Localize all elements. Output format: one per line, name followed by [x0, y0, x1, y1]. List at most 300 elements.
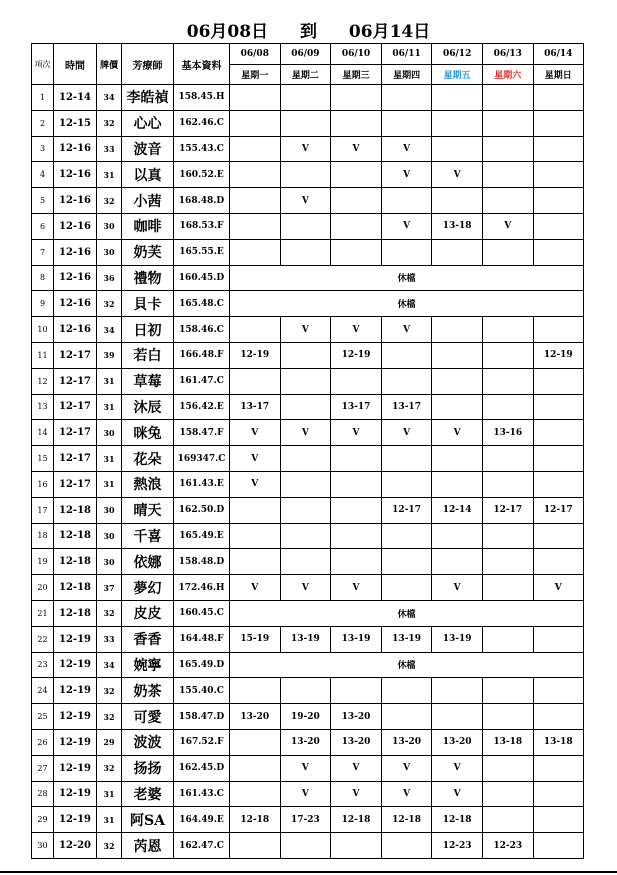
row-therapist-name: 咪兔: [122, 420, 174, 446]
row-index: 15: [32, 446, 54, 472]
header-weekday-friday: 星期五: [432, 65, 483, 85]
schedule-cell: 12-19: [331, 342, 382, 368]
schedule-cell: V: [381, 755, 432, 781]
schedule-cell: 13-17: [230, 394, 281, 420]
row-time: 12-16: [54, 317, 97, 343]
schedule-cell: V: [381, 162, 432, 188]
schedule-cell: [381, 678, 432, 704]
schedule-cell: [331, 85, 382, 111]
schedule-cell: 13-19: [280, 626, 331, 652]
row-index: 24: [32, 678, 54, 704]
row-therapist-name: 日初: [122, 317, 174, 343]
row-therapist-name: 禮物: [122, 265, 174, 291]
schedule-cell: [482, 523, 533, 549]
row-index: 4: [32, 162, 54, 188]
row-index: 11: [32, 342, 54, 368]
row-therapist-name: 香香: [122, 626, 174, 652]
schedule-cell: V: [280, 420, 331, 446]
row-price: 30: [97, 497, 122, 523]
schedule-cell: [381, 110, 432, 136]
row-basic-info: 165.49.D: [174, 652, 230, 678]
schedule-cell: V: [280, 575, 331, 601]
schedule-cell: [331, 239, 382, 265]
schedule-cell: [381, 368, 432, 394]
schedule-cell: [533, 704, 583, 730]
schedule-cell: [280, 162, 331, 188]
row-basic-info: 164.48.F: [174, 626, 230, 652]
row-leave-status: 休檔: [230, 600, 584, 626]
schedule-cell: [230, 317, 281, 343]
schedule-cell: [533, 833, 583, 859]
table-row: [32, 394, 584, 420]
schedule-cell: [280, 239, 331, 265]
schedule-cell: [381, 523, 432, 549]
table-row: [32, 471, 584, 497]
row-time: 12-19: [54, 652, 97, 678]
row-time: 12-17: [54, 446, 97, 472]
schedule-cell: [230, 213, 281, 239]
schedule-cell: [432, 85, 483, 111]
row-therapist-name: 夢幻: [122, 575, 174, 601]
row-index: 10: [32, 317, 54, 343]
schedule-cell: [381, 188, 432, 214]
header-date: 06/10: [331, 44, 382, 65]
row-basic-info: 160.52.E: [174, 162, 230, 188]
schedule-cell: [381, 446, 432, 472]
table-row: [32, 110, 584, 136]
row-price: 30: [97, 239, 122, 265]
row-time: 12-16: [54, 291, 97, 317]
schedule-cell: [331, 213, 382, 239]
header-therapist: 芳療師: [122, 44, 174, 85]
schedule-cell: V: [432, 162, 483, 188]
schedule-cell: 12-17: [482, 497, 533, 523]
table-row: [32, 652, 584, 678]
row-basic-info: 165.48.C: [174, 291, 230, 317]
row-index: 8: [32, 265, 54, 291]
schedule-cell: [482, 704, 533, 730]
row-time: 12-19: [54, 755, 97, 781]
schedule-cell: 13-17: [381, 394, 432, 420]
schedule-cell: [482, 136, 533, 162]
schedule-cell: [432, 368, 483, 394]
row-time: 12-17: [54, 368, 97, 394]
schedule-cell: [280, 85, 331, 111]
schedule-cell: [381, 239, 432, 265]
table-row: [32, 368, 584, 394]
header-time: 時間: [54, 44, 97, 85]
header-weekday: 星期日: [533, 65, 583, 85]
schedule-cell: 13-20: [280, 729, 331, 755]
schedule-cell: [533, 471, 583, 497]
schedule-cell: V: [230, 575, 281, 601]
row-price: 31: [97, 807, 122, 833]
row-therapist-name: 扬扬: [122, 755, 174, 781]
schedule-cell: [533, 781, 583, 807]
schedule-cell: [533, 394, 583, 420]
schedule-cell: [230, 85, 281, 111]
row-index: 9: [32, 291, 54, 317]
schedule-cell: [432, 136, 483, 162]
schedule-cell: [533, 420, 583, 446]
row-leave-status: 休檔: [230, 265, 584, 291]
row-therapist-name: 依娜: [122, 549, 174, 575]
table-row: [32, 807, 584, 833]
schedule-cell: V: [331, 755, 382, 781]
schedule-cell: [533, 85, 583, 111]
row-basic-info: 167.52.F: [174, 729, 230, 755]
schedule-cell: 13-18: [533, 729, 583, 755]
schedule-cell: [381, 833, 432, 859]
schedule-cell: [381, 704, 432, 730]
schedule-cell: V: [432, 755, 483, 781]
row-price: 32: [97, 188, 122, 214]
row-index: 29: [32, 807, 54, 833]
schedule-cell: V: [432, 575, 483, 601]
schedule-cell: V: [280, 188, 331, 214]
schedule-cell: [381, 549, 432, 575]
row-time: 12-16: [54, 136, 97, 162]
schedule-cell: [482, 239, 533, 265]
schedule-cell: [230, 678, 281, 704]
schedule-cell: 12-17: [381, 497, 432, 523]
schedule-cell: V: [381, 213, 432, 239]
row-therapist-name: 奶芙: [122, 239, 174, 265]
schedule-cell: [482, 807, 533, 833]
table-row: [32, 833, 584, 859]
row-therapist-name: 可愛: [122, 704, 174, 730]
row-time: 12-19: [54, 807, 97, 833]
row-therapist-name: 婉寧: [122, 652, 174, 678]
row-index: 23: [32, 652, 54, 678]
row-price: 36: [97, 265, 122, 291]
schedule-cell: V: [331, 136, 382, 162]
schedule-cell: V: [381, 781, 432, 807]
row-time: 12-15: [54, 110, 97, 136]
row-therapist-name: 以真: [122, 162, 174, 188]
schedule-cell: 13-16: [482, 420, 533, 446]
row-therapist-name: 咖啡: [122, 213, 174, 239]
schedule-cell: [230, 188, 281, 214]
row-time: 12-16: [54, 239, 97, 265]
row-time: 12-18: [54, 600, 97, 626]
schedule-cell: V: [230, 471, 281, 497]
schedule-cell: [533, 110, 583, 136]
row-basic-info: 162.47.C: [174, 833, 230, 859]
table-row: [32, 523, 584, 549]
row-therapist-name: 波波: [122, 729, 174, 755]
row-index: 1: [32, 85, 54, 111]
schedule-cell: [331, 188, 382, 214]
row-price: 32: [97, 755, 122, 781]
row-time: 12-16: [54, 188, 97, 214]
row-price: 34: [97, 317, 122, 343]
schedule-cell: [482, 446, 533, 472]
schedule-cell: [533, 213, 583, 239]
schedule-cell: V: [482, 213, 533, 239]
schedule-cell: 13-19: [381, 626, 432, 652]
header-weekday: 星期三: [331, 65, 382, 85]
row-index: 14: [32, 420, 54, 446]
row-time: 12-17: [54, 471, 97, 497]
schedule-cell: [331, 497, 382, 523]
schedule-cell: [432, 110, 483, 136]
schedule-cell: [331, 833, 382, 859]
row-therapist-name: 沐辰: [122, 394, 174, 420]
schedule-cell: [432, 446, 483, 472]
row-price: 31: [97, 394, 122, 420]
table-row: [32, 136, 584, 162]
row-basic-info: 161.43.C: [174, 781, 230, 807]
row-basic-info: 158.48.D: [174, 549, 230, 575]
schedule-cell: [482, 471, 533, 497]
header-date: 06/14: [533, 44, 583, 65]
table-row: [32, 549, 584, 575]
schedule-cell: [533, 162, 583, 188]
schedule-table: [31, 43, 584, 859]
schedule-cell: [331, 446, 382, 472]
schedule-cell: [331, 110, 382, 136]
header-date: 06/09: [280, 44, 331, 65]
schedule-cell: [331, 678, 382, 704]
row-time: 12-19: [54, 626, 97, 652]
row-time: 12-20: [54, 833, 97, 859]
header-date: 06/12: [432, 44, 483, 65]
schedule-cell: [381, 342, 432, 368]
row-basic-info: 161.47.C: [174, 368, 230, 394]
row-therapist-name: 奶茶: [122, 678, 174, 704]
table-row: [32, 188, 584, 214]
schedule-cell: [482, 162, 533, 188]
table-row: [32, 678, 584, 704]
schedule-cell: [533, 523, 583, 549]
row-basic-info: 158.46.C: [174, 317, 230, 343]
row-index: 5: [32, 188, 54, 214]
schedule-cell: [432, 394, 483, 420]
header-date: 06/11: [381, 44, 432, 65]
schedule-cell: [280, 471, 331, 497]
schedule-cell: [230, 755, 281, 781]
schedule-cell: [331, 471, 382, 497]
row-time: 12-16: [54, 162, 97, 188]
schedule-cell: 15-19: [230, 626, 281, 652]
table-row: [32, 626, 584, 652]
row-basic-info: 165.49.E: [174, 523, 230, 549]
row-index: 3: [32, 136, 54, 162]
row-basic-info: 155.40.C: [174, 678, 230, 704]
schedule-cell: V: [381, 317, 432, 343]
row-leave-status: 休檔: [230, 291, 584, 317]
header-weekday: 星期二: [280, 65, 331, 85]
row-therapist-name: 晴天: [122, 497, 174, 523]
table-row: [32, 729, 584, 755]
row-price: 30: [97, 420, 122, 446]
row-time: 12-17: [54, 342, 97, 368]
row-time: 12-19: [54, 704, 97, 730]
schedule-cell: [432, 704, 483, 730]
schedule-cell: 12-18: [432, 807, 483, 833]
schedule-cell: V: [331, 575, 382, 601]
table-row: [32, 755, 584, 781]
title-end-date: 06月14日: [348, 22, 431, 42]
row-basic-info: 160.45.D: [174, 265, 230, 291]
schedule-cell: [280, 213, 331, 239]
row-index: 2: [32, 110, 54, 136]
schedule-cell: 13-18: [432, 213, 483, 239]
schedule-cell: 13-20: [432, 729, 483, 755]
row-price: 32: [97, 678, 122, 704]
schedule-cell: [482, 394, 533, 420]
row-therapist-name: 波音: [122, 136, 174, 162]
table-row: [32, 342, 584, 368]
row-time: 12-19: [54, 729, 97, 755]
schedule-cell: [482, 626, 533, 652]
schedule-cell: [482, 781, 533, 807]
schedule-cell: 13-19: [331, 626, 382, 652]
schedule-cell: [280, 394, 331, 420]
header-index: 項次: [32, 44, 54, 85]
schedule-cell: V: [280, 136, 331, 162]
schedule-cell: 13-20: [331, 704, 382, 730]
header-price: 牌價: [97, 44, 122, 85]
schedule-cell: [432, 342, 483, 368]
schedule-cell: [432, 678, 483, 704]
schedule-cell: V: [230, 446, 281, 472]
row-index: 30: [32, 833, 54, 859]
row-index: 12: [32, 368, 54, 394]
table-row: [32, 497, 584, 523]
schedule-cell: [482, 110, 533, 136]
table-row: [32, 162, 584, 188]
schedule-cell: [230, 239, 281, 265]
row-time: 12-18: [54, 523, 97, 549]
row-therapist-name: 心心: [122, 110, 174, 136]
row-basic-info: 164.49.E: [174, 807, 230, 833]
table-row: [32, 600, 584, 626]
schedule-cell: [230, 549, 281, 575]
schedule-cell: [533, 188, 583, 214]
row-basic-info: 156.42.E: [174, 394, 230, 420]
row-basic-info: 162.50.D: [174, 497, 230, 523]
row-leave-status: 休檔: [230, 652, 584, 678]
header-weekday: 星期一: [230, 65, 281, 85]
row-index: 22: [32, 626, 54, 652]
row-price: 31: [97, 471, 122, 497]
row-price: 33: [97, 136, 122, 162]
row-therapist-name: 阿SA: [122, 807, 174, 833]
row-time: 12-17: [54, 394, 97, 420]
row-price: 34: [97, 652, 122, 678]
schedule-cell: [533, 239, 583, 265]
schedule-cell: [432, 239, 483, 265]
schedule-cell: [280, 368, 331, 394]
schedule-cell: V: [381, 420, 432, 446]
row-therapist-name: 千喜: [122, 523, 174, 549]
row-basic-info: 155.43.C: [174, 136, 230, 162]
table-row: [32, 420, 584, 446]
row-index: 27: [32, 755, 54, 781]
schedule-cell: V: [280, 781, 331, 807]
schedule-cell: [230, 833, 281, 859]
schedule-cell: [381, 471, 432, 497]
row-price: 31: [97, 446, 122, 472]
schedule-cell: 12-18: [331, 807, 382, 833]
schedule-cell: V: [381, 136, 432, 162]
row-therapist-name: 芮恩: [122, 833, 174, 859]
schedule-cell: [331, 368, 382, 394]
schedule-cell: 13-20: [230, 704, 281, 730]
row-basic-info: 169347.C: [174, 446, 230, 472]
row-price: 32: [97, 600, 122, 626]
row-price: 32: [97, 704, 122, 730]
schedule-cell: [533, 807, 583, 833]
row-price: 32: [97, 833, 122, 859]
row-price: 33: [97, 626, 122, 652]
row-time: 12-19: [54, 781, 97, 807]
row-time: 12-16: [54, 213, 97, 239]
table-row: [32, 213, 584, 239]
schedule-cell: 12-19: [533, 342, 583, 368]
row-time: 12-18: [54, 575, 97, 601]
row-time: 12-19: [54, 678, 97, 704]
schedule-cell: [482, 575, 533, 601]
row-therapist-name: 草莓: [122, 368, 174, 394]
table-row: [32, 85, 584, 111]
row-time: 12-18: [54, 497, 97, 523]
schedule-cell: 17-23: [280, 807, 331, 833]
schedule-cell: [482, 755, 533, 781]
row-price: 39: [97, 342, 122, 368]
schedule-body: [32, 85, 584, 859]
schedule-cell: V: [331, 781, 382, 807]
schedule-cell: 12-18: [381, 807, 432, 833]
table-row: [32, 575, 584, 601]
row-index: 26: [32, 729, 54, 755]
row-therapist-name: 老婆: [122, 781, 174, 807]
schedule-cell: [280, 549, 331, 575]
schedule-cell: 12-14: [432, 497, 483, 523]
schedule-cell: [280, 833, 331, 859]
schedule-cell: 13-19: [432, 626, 483, 652]
row-therapist-name: 若白: [122, 342, 174, 368]
row-price: 31: [97, 368, 122, 394]
schedule-cell: V: [280, 317, 331, 343]
row-price: 34: [97, 85, 122, 111]
schedule-cell: [331, 549, 382, 575]
schedule-cell: [482, 85, 533, 111]
row-basic-info: 165.55.E: [174, 239, 230, 265]
row-time: 12-14: [54, 85, 97, 111]
schedule-cell: [331, 162, 382, 188]
schedule-cell: [230, 162, 281, 188]
schedule-cell: [533, 755, 583, 781]
schedule-cell: 13-20: [331, 729, 382, 755]
row-price: 30: [97, 549, 122, 575]
row-basic-info: 168.53.F: [174, 213, 230, 239]
table-row: [32, 265, 584, 291]
row-index: 17: [32, 497, 54, 523]
schedule-cell: [482, 188, 533, 214]
row-index: 20: [32, 575, 54, 601]
schedule-cell: V: [230, 420, 281, 446]
schedule-cell: [230, 368, 281, 394]
row-price: 30: [97, 213, 122, 239]
schedule-cell: [280, 342, 331, 368]
header-date: 06/13: [482, 44, 533, 65]
schedule-cell: 19-20: [280, 704, 331, 730]
row-basic-info: 158.45.H: [174, 85, 230, 111]
row-therapist-name: 小茜: [122, 188, 174, 214]
